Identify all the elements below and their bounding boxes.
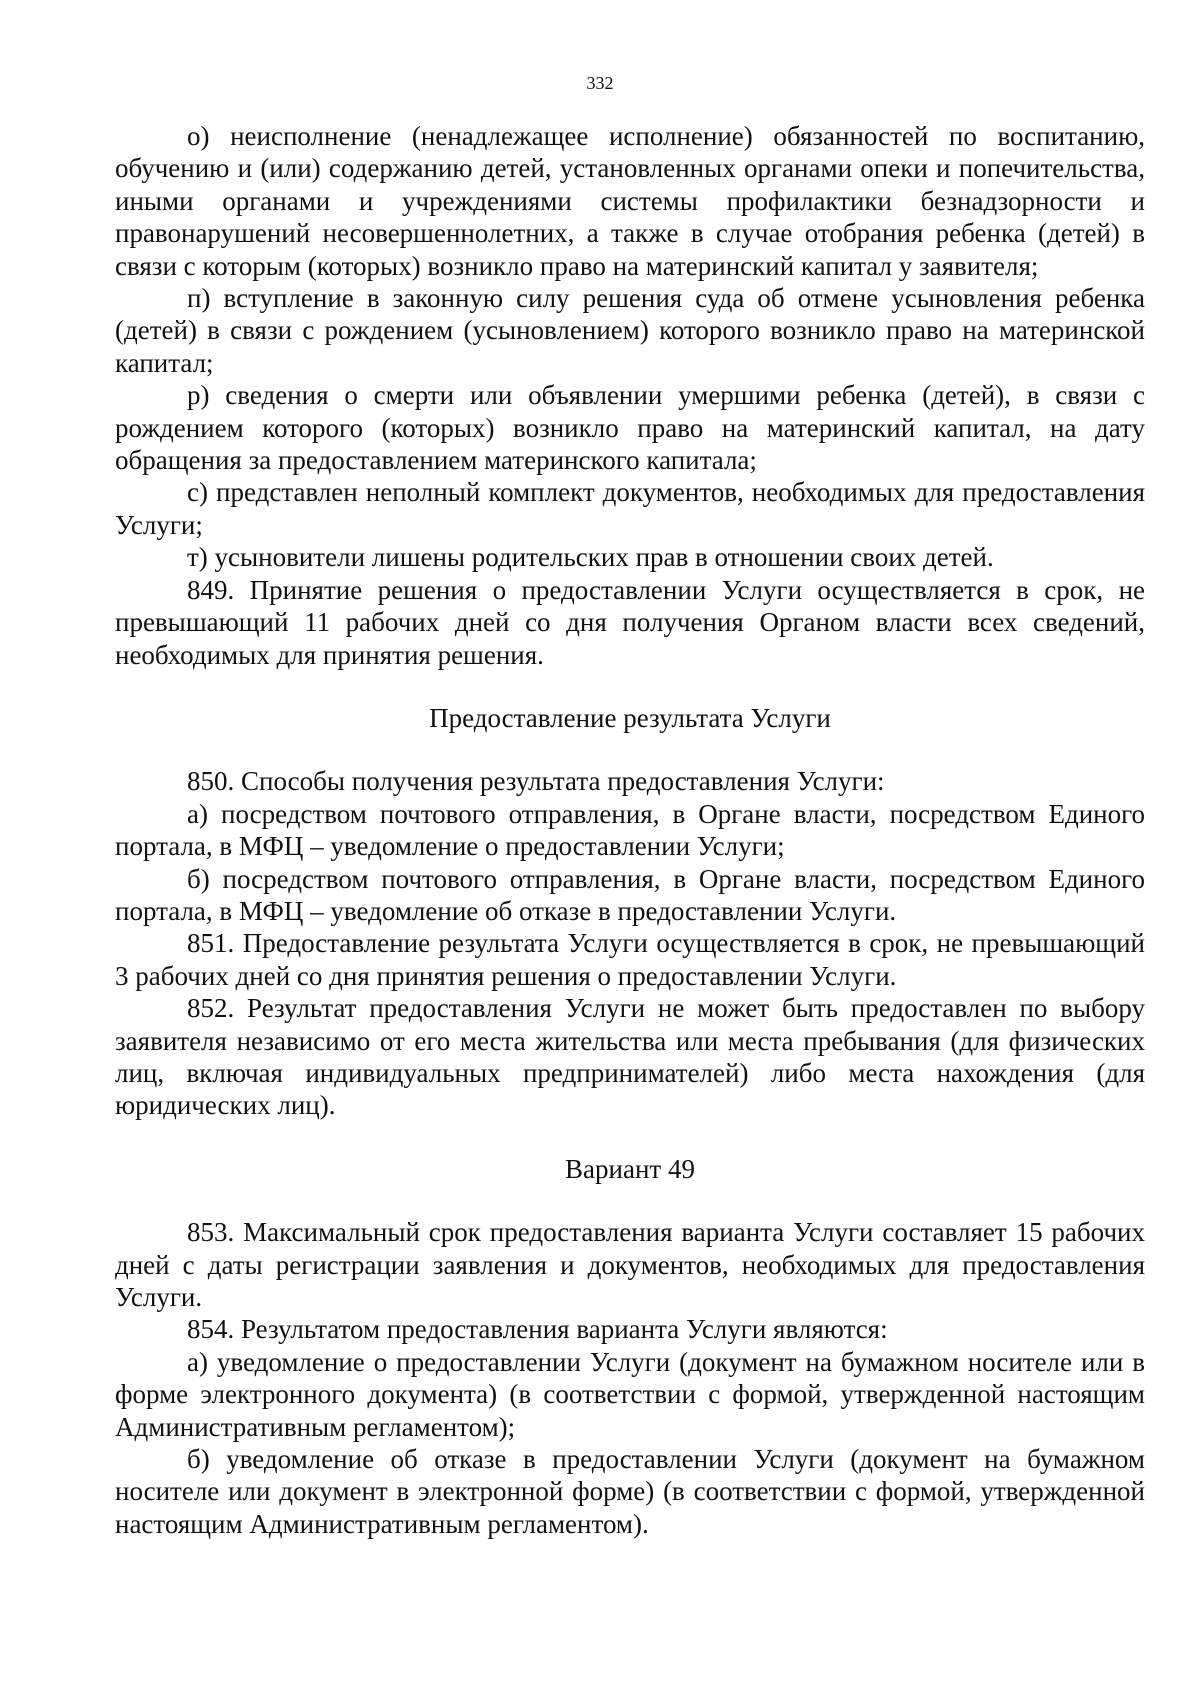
section-heading-result: Предоставление результата Услуги <box>429 702 831 733</box>
paragraph-item-t: т) усыновители лишены родительских прав в отношении своих детей. <box>187 542 994 573</box>
paragraph-854-b: б) уведомление об отказе в предоставлении Услуги (документ на бумажном носителе или документ в электронной форме) (в соответствии с формой, утвержденной настоящим Административным регламентом). <box>115 1444 1145 1539</box>
paragraph-853: 853. Максимальный срок предоставления варианта Услуги составляет 15 рабочих дней с даты регистрации заявления и документов, необходимых для предоставления Услуги. <box>115 1217 1145 1312</box>
paragraph-850: 850. Способы получения результата предоставления Услуги: <box>187 766 885 797</box>
paragraph-851: 851. Предоставление результата Услуги осуществляется в срок, не превышающий 3 рабочих дней со дня принятия решения о предоставлении Услуги. <box>115 928 1145 991</box>
paragraph-850-b: б) посредством почтового отправления, в Органе власти, посредством Единого портала, в МФЦ – уведомление об отказе в предоставлении Услуги. <box>115 863 1145 926</box>
paragraph-item-p: п) вступление в законную силу решения суда об отмене усыновления ребенка (детей) в связи с рождением (усыновлением) которого возникло право на материнской капитал; <box>115 283 1145 378</box>
page-number: 332 <box>586 73 614 93</box>
paragraph-item-o: о) неисполнение (ненадлежащее исполнение) обязанностей по воспитанию, обучению и (или) содержанию детей, установленных органами опеки и попечительства, иными органами и учреждениями системы профилактики безнадзорности и правонарушений несовершеннолетних, а также в случае отобрания ребенка (детей) в связи с которым (которых) возникло право на материнский капитал у заявителя; <box>115 121 1145 281</box>
paragraph-849: 849. Принятие решения о предоставлении Услуги осуществляется в срок, не превышающий 11 рабочих дней со дня получения Органом власти всех сведений, необходимых для принятия решения. <box>115 574 1145 670</box>
paragraph-item-s: с) представлен неполный комплект документов, необходимых для предоставления Услуги; <box>115 477 1145 540</box>
paragraph-854-a: а) уведомление о предоставлении Услуги (документ на бумажном носителе или в форме электронного документа) (в соответствии с формой, утвержденной настоящим Административным регламентом); <box>115 1346 1145 1442</box>
paragraph-852: 852. Результат предоставления Услуги не может быть предоставлен по выбору заявителя независимо от его места жительства или места пребывания (для физических лиц, включая индивидуальных предпринимателей) либо места нахождения (для юридических лиц). <box>115 993 1145 1121</box>
paragraph-850-a: а) посредством почтового отправления, в Органе власти, посредством Единого портала, в МФЦ – уведомление о предоставлении Услуги; <box>115 798 1145 862</box>
paragraph-item-r: р) сведения о смерти или объявлении умершими ребенка (детей), в связи с рождением которого (которых) возникло право на материнский капитал, на дату обращения за предоставлением материнского капитала; <box>115 380 1145 476</box>
document-body <box>115 120 1145 1540</box>
paragraph-854: 854. Результатом предоставления варианта Услуги являются: <box>187 1314 888 1345</box>
section-heading-variant: Вариант 49 <box>565 1153 695 1184</box>
